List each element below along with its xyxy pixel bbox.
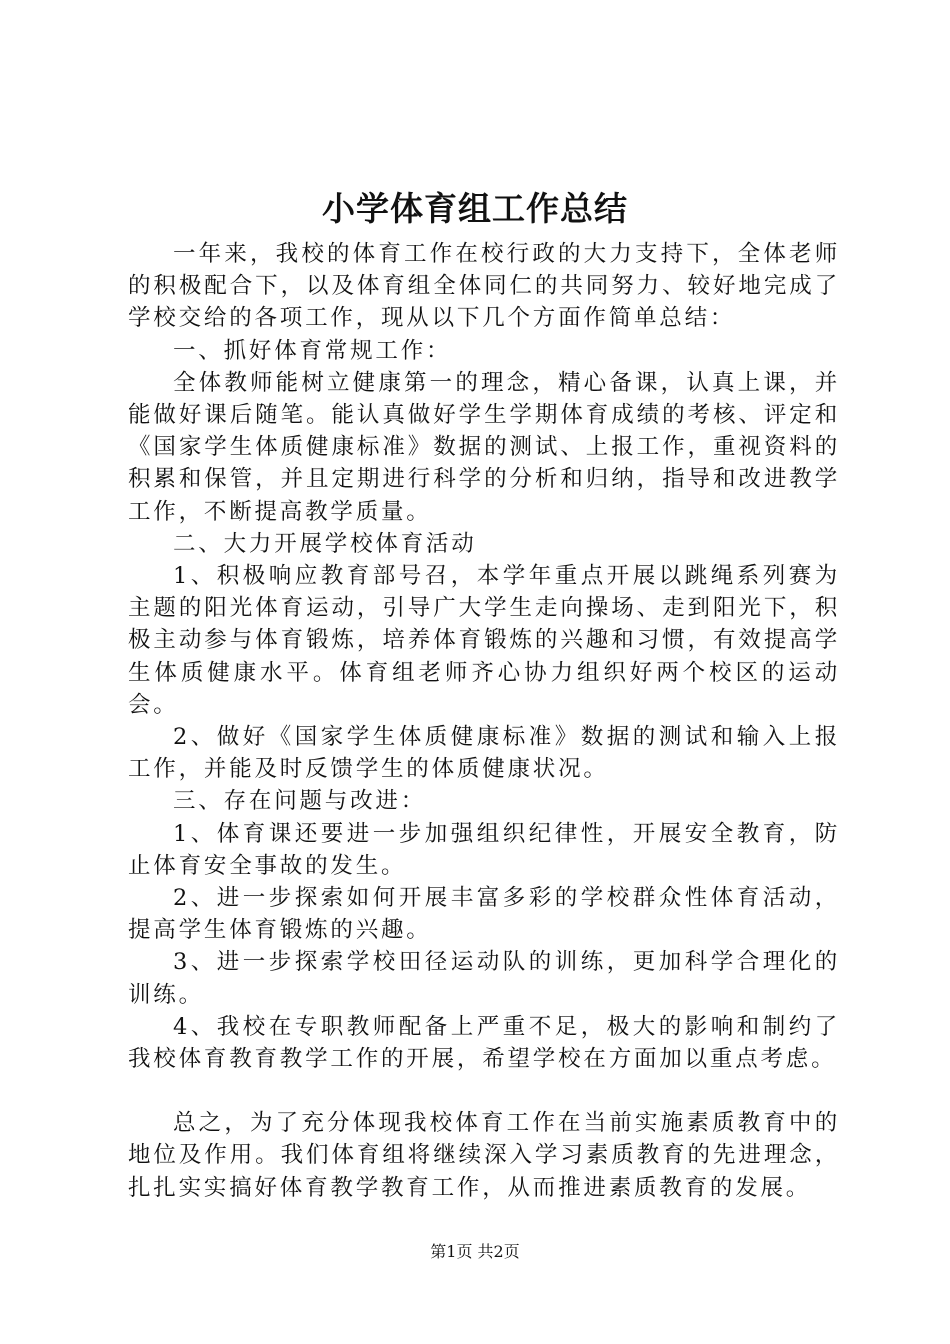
section-3-item-4: 4、我校在专职教师配备上严重不足，极大的影响和制约了我校体育教育教学工作的开展，希望学校在方面加以重点考虑。 bbox=[128, 1013, 840, 1073]
section-3-item-2: 2、进一步探索如何开展丰富多彩的学校群众性体育活动，提高学生体育锻炼的兴趣。 bbox=[128, 885, 840, 944]
section-heading-3: 三、存在问题与改进： bbox=[173, 788, 427, 815]
intro-paragraph: 一年来，我校的体育工作在校行政的大力支持下，全体老师的积极配合下，以及体育组全体同仁的共同努力、较好地完成了学校交给的各项工作，现从以下几个方面作简单总结： bbox=[128, 241, 840, 332]
section-3-item-3: 3、进一步探索学校田径运动队的训练，更加科学合理化的训练。 bbox=[128, 949, 840, 1008]
section-3-item-1: 1、体育课还要进一步加强组织纪律性，开展安全教育，防止体育安全事故的发生。 bbox=[128, 820, 840, 879]
page-footer: 第1页 共2页 bbox=[430, 1242, 520, 1261]
paragraph-spacer bbox=[128, 1075, 840, 1107]
section-2-item-1: 1、积极响应教育部号召，本学年重点开展以跳绳系列赛为主题的阳光体育运动，引导广大学生走向操场、走到阳光下，积极主动参与体育锻炼，培养体育锻炼的兴趣和习惯，有效提高学生体质健康水平。体育组老师齐心协力组织好两个校区的运动会。 bbox=[128, 563, 840, 718]
section-heading-2: 二、大力开展学校体育活动 bbox=[173, 530, 477, 557]
document-title: 小学体育组工作总结 bbox=[322, 189, 628, 228]
section-heading-1: 一、抓好体育常规工作： bbox=[173, 337, 452, 364]
conclusion-paragraph: 总之，为了充分体现我校体育工作在当前实施素质教育中的地位及作用。我们体育组将继续深入学习素质教育的先进理念，扎扎实实搞好体育教学教育工作，从而推进素质教育的发展。 bbox=[128, 1110, 840, 1201]
section-1-paragraph: 全体教师能树立健康第一的理念，精心备课，认真上课，并能做好课后随笔。能认真做好学生学期体育成绩的考核、评定和《国家学生体质健康标准》数据的测试、上报工作，重视资料的积累和保管，并且定期进行科学的分析和归纳，指导和改进教学工作，不断提高教学质量。 bbox=[128, 369, 840, 525]
section-2-item-2: 2、做好《国家学生体质健康标准》数据的测试和输入上报工作，并能及时反馈学生的体质健康状况。 bbox=[128, 724, 840, 783]
document-body bbox=[128, 238, 840, 1204]
